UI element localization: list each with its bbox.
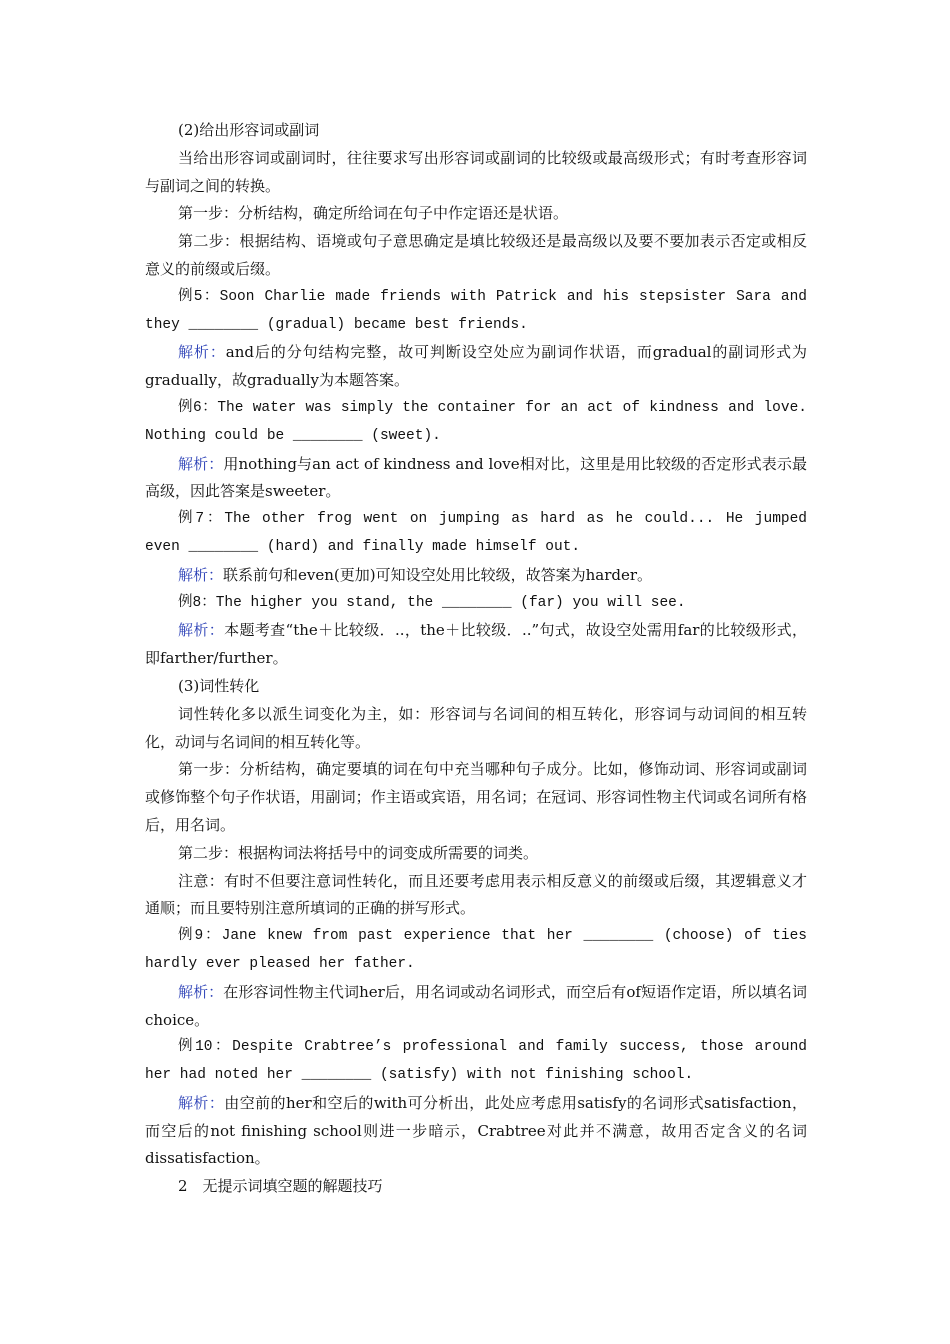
analysis-label: 解析：: [178, 454, 224, 473]
analysis-label: 解析：: [178, 1093, 225, 1112]
analysis-label: 解析：: [178, 565, 224, 584]
example-question: 例5：Soon Charlie made friends with Patrick and his stepsister Sara and they ________ (gradual) became best friends.: [145, 288, 807, 333]
analysis-paragraph: [145, 562, 807, 590]
analysis-paragraph: [145, 1090, 807, 1173]
section-heading: (2)给出形容词或副词: [178, 121, 320, 139]
analysis-text: 在形容词性物主代词her后，用名词或动名词形式，而空后有of短语作定语，所以填名词choice。: [145, 982, 807, 1029]
paragraph: 第二步：根据构词法将括号中的词变成所需要的词类。: [178, 843, 539, 862]
analysis-paragraph: [145, 617, 807, 673]
document-body: [145, 117, 807, 1201]
analysis-paragraph: [145, 979, 807, 1035]
analysis-text: 用nothing与an act of kindness and love相对比，这里是用比较级的否定形式表示最高级，因此答案是sweeter。: [145, 454, 807, 501]
analysis-label: 解析：: [178, 343, 226, 362]
paragraph: 第一步：分析结构，确定要填的词在句中充当哪种句子成分。比如，修饰动词、形容词或副词或修饰整个句子作状语，用副词；作主语或宾语，用名词；在冠词、形容词性物主代词或名词所有格后，用名词。: [145, 760, 807, 834]
analysis-text: 联系前句和even(更加)可知设空处用比较级，故答案为harder。: [223, 565, 653, 584]
example-question: 例7：The other frog went on jumping as hard as he could... He jumped even ________ (hard) and finally made himself out.: [145, 511, 807, 555]
example-question: 例8：The higher you stand, the ________ (far) you will see.: [178, 594, 686, 611]
analysis-label: 解析：: [178, 982, 224, 1001]
example-question: 例10：Despite Crabtree’s professional and family success, those around her had noted her ________ (satisfy) with not finishing school.: [145, 1039, 807, 1084]
analysis-paragraph: [145, 451, 807, 507]
paragraph: 注意：有时不但要注意词性转化，而且还要考虑用表示相反意义的前缀或后缀，其逻辑意义才通顺；而且要特别注意所填词的正确的拼写形式。: [145, 871, 807, 918]
paragraph: 第一步：分析结构，确定所给词在句子中作定语还是状语。: [178, 204, 569, 223]
paragraph: 第二步：根据结构、语境或句子意思确定是填比较级还是最高级以及要不要加表示否定或相反意义的前缀或后缀。: [145, 232, 807, 278]
analysis-text: 本题考查“the＋比较级．..，the＋比较级．..”句式，故设空处需用far的比较级形式，即farther/further。: [145, 621, 807, 668]
paragraph: 词性转化多以派生词变化为主，如：形容词与名词间的相互转化，形容词与动词间的相互转化，动词与名词间的相互转化等。: [145, 704, 807, 751]
section-heading: 2 无提示词填空题的解题技巧: [178, 1177, 383, 1196]
paragraph: 当给出形容词或副词时，往往要求写出形容词或副词的比较级或最高级形式；有时考查形容词与副词之间的转换。: [145, 148, 807, 195]
analysis-text: and后的分句结构完整，故可判断设空处应为副词作状语，而gradual的副词形式为gradually，故gradually为本题答案。: [145, 343, 807, 390]
section-heading: (3)词性转化: [178, 676, 260, 695]
analysis-paragraph: [145, 339, 807, 395]
analysis-text: 由空前的her和空后的with可分析出，此处应考虑用satisfy的名词形式satisfaction，而空后的not finishing school则进一步暗示，Crabtree对此并不满意，故用否定含义的名词dissatisfaction。: [145, 1093, 807, 1168]
analysis-label: 解析：: [178, 621, 225, 640]
example-question: 例9：Jane knew from past experience that her ________ (choose) of ties hardly ever pleased her father.: [145, 928, 807, 972]
example-question: 例6：The water was simply the container for an act of kindness and love. Nothing could be ________ (sweet).: [145, 399, 807, 444]
